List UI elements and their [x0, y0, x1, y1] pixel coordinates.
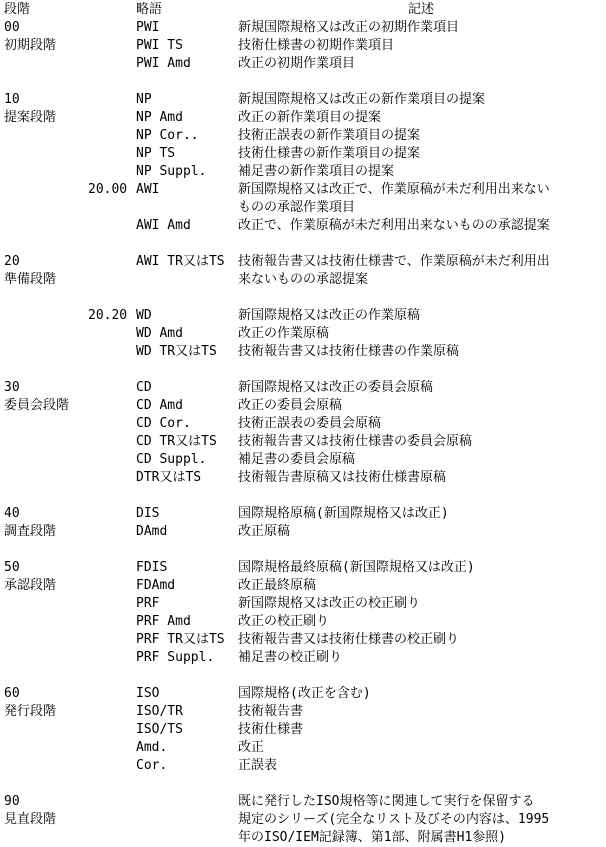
abbreviation: PWI: [136, 20, 160, 35]
abbreviation: PWI TS: [136, 38, 183, 53]
abbreviation: NP Cor..: [136, 128, 199, 143]
stage-name: 提案段階: [4, 110, 57, 125]
stage-number: 00: [4, 20, 20, 35]
description: 既に発行したISO規格等に関連して実行を保留する: [238, 794, 535, 809]
description: 改正: [238, 740, 265, 755]
abbreviation: PRF: [136, 596, 160, 611]
header-abbreviation: 略語: [136, 2, 163, 17]
abbreviation: PRF TR又はTS: [136, 632, 225, 647]
description: 技術正誤表の委員会原稿: [238, 416, 382, 431]
abbreviation: NP Amd: [136, 110, 183, 125]
abbreviation: CD: [136, 380, 152, 395]
abbreviation: PWI Amd: [136, 56, 191, 71]
abbreviation: DTR又はTS: [136, 470, 202, 485]
description: 新規国際規格又は改正の初期作業項目: [238, 20, 460, 35]
stage-name: 準備段階: [4, 272, 57, 287]
abbreviation: AWI Amd: [136, 218, 191, 233]
stage-name: 委員会段階: [4, 398, 70, 413]
stage-name: 調査段階: [4, 524, 57, 539]
description: 改正で、作業原稿が未だ利用出来ないものの承認提案: [238, 218, 550, 233]
abbreviation: DAmd: [136, 524, 168, 539]
stage-name: 発行段階: [4, 704, 57, 719]
stage-number: 10: [4, 92, 20, 107]
stage-number: 50: [4, 560, 20, 575]
abbreviation: AWI TR又はTS: [136, 254, 225, 269]
description: 国際規格(改正を含む): [238, 686, 371, 701]
description: 来ないものの承認提案: [238, 272, 369, 287]
description: 改正最終原稿: [238, 578, 317, 593]
description: 技術報告書: [238, 704, 304, 719]
abbreviation: CD Amd: [136, 398, 183, 413]
description: 改正原稿: [238, 524, 291, 539]
abbreviation: CD TR又はTS: [136, 434, 217, 449]
abbreviation: WD: [136, 308, 152, 323]
description: 技術仕様書: [238, 722, 304, 737]
abbreviation: PRF Amd: [136, 614, 191, 629]
description: 国際規格原稿(新国際規格又は改正): [238, 506, 449, 521]
description: 新国際規格又は改正で、作業原稿が未だ利用出来ない: [238, 182, 550, 197]
abbreviation: NP Suppl.: [136, 164, 207, 179]
description: 新規国際規格又は改正の新作業項目の提案: [238, 92, 486, 107]
abbreviation: FDIS: [136, 560, 168, 575]
stage-name: 初期段階: [4, 38, 57, 53]
stage-name: 見直段階: [4, 812, 57, 827]
description: 新国際規格又は改正の作業原稿: [238, 308, 421, 323]
description: 補足書の校正刷り: [238, 650, 343, 665]
description: 国際規格最終原稿(新国際規格又は改正): [238, 560, 475, 575]
description: 技術正誤表の新作業項目の提案: [238, 128, 421, 143]
description: 技術報告書又は技術仕様書で、作業原稿が未だ利用出: [238, 254, 550, 269]
description: 技術報告書又は技術仕様書の委員会原稿: [238, 434, 473, 449]
description: 補足書の新作業項目の提案: [238, 164, 395, 179]
abbreviation: FDAmd: [136, 578, 176, 593]
description: 年のISO/IEM記録簿、第1部、附属書H1参照): [238, 830, 507, 845]
stage-number: 20: [4, 254, 20, 269]
abbreviation: CD Cor.: [136, 416, 191, 431]
abbreviation: AWI: [136, 182, 160, 197]
description: 規定のシリーズ(完全なリスト及びその内容は、1995: [238, 812, 550, 827]
abbreviation: ISO: [136, 686, 160, 701]
abbreviation: NP TS: [136, 146, 176, 161]
abbreviation: ISO/TR: [136, 704, 183, 719]
abbreviation: WD Amd: [136, 326, 183, 341]
description: 改正の作業原稿: [238, 326, 330, 341]
abbreviation: Cor.: [136, 758, 168, 773]
stage-number: 90: [4, 794, 20, 809]
stage-number: 40: [4, 506, 20, 521]
description: 技術報告書又は技術仕様書の作業原稿: [238, 344, 460, 359]
description: 新国際規格又は改正の校正刷り: [238, 596, 421, 611]
abbreviation: NP: [136, 92, 152, 107]
stage-name: 承認段階: [4, 578, 57, 593]
abbreviation: ISO/TS: [136, 722, 183, 737]
description: 改正の新作業項目の提案: [238, 110, 382, 125]
description: 技術報告書原稿又は技術仕様書原稿: [238, 470, 447, 485]
description: 改正の初期作業項目: [238, 56, 356, 71]
substage-code: 20.00: [88, 182, 128, 197]
description: 技術報告書又は技術仕様書の校正刷り: [238, 632, 460, 647]
abbreviation: WD TR又はTS: [136, 344, 217, 359]
description: 新国際規格又は改正の委員会原稿: [238, 380, 434, 395]
description: 改正の委員会原稿: [238, 398, 343, 413]
abbreviation: PRF Suppl.: [136, 650, 215, 665]
header-description: 記述: [408, 2, 435, 17]
substage-code: 20.20: [88, 308, 128, 323]
description: 正誤表: [238, 758, 278, 773]
abbreviation: DIS: [136, 506, 160, 521]
header-stage: 段階: [4, 2, 31, 17]
description: ものの承認作業項目: [238, 200, 356, 215]
description: 技術仕様書の新作業項目の提案: [238, 146, 421, 161]
abbreviation: CD Suppl.: [136, 452, 207, 467]
abbreviation: Amd.: [136, 740, 168, 755]
description: 改正の校正刷り: [238, 614, 330, 629]
description: 技術仕様書の初期作業項目: [238, 38, 395, 53]
stage-number: 60: [4, 686, 20, 701]
stage-number: 30: [4, 380, 20, 395]
description: 補足書の委員会原稿: [238, 452, 356, 467]
